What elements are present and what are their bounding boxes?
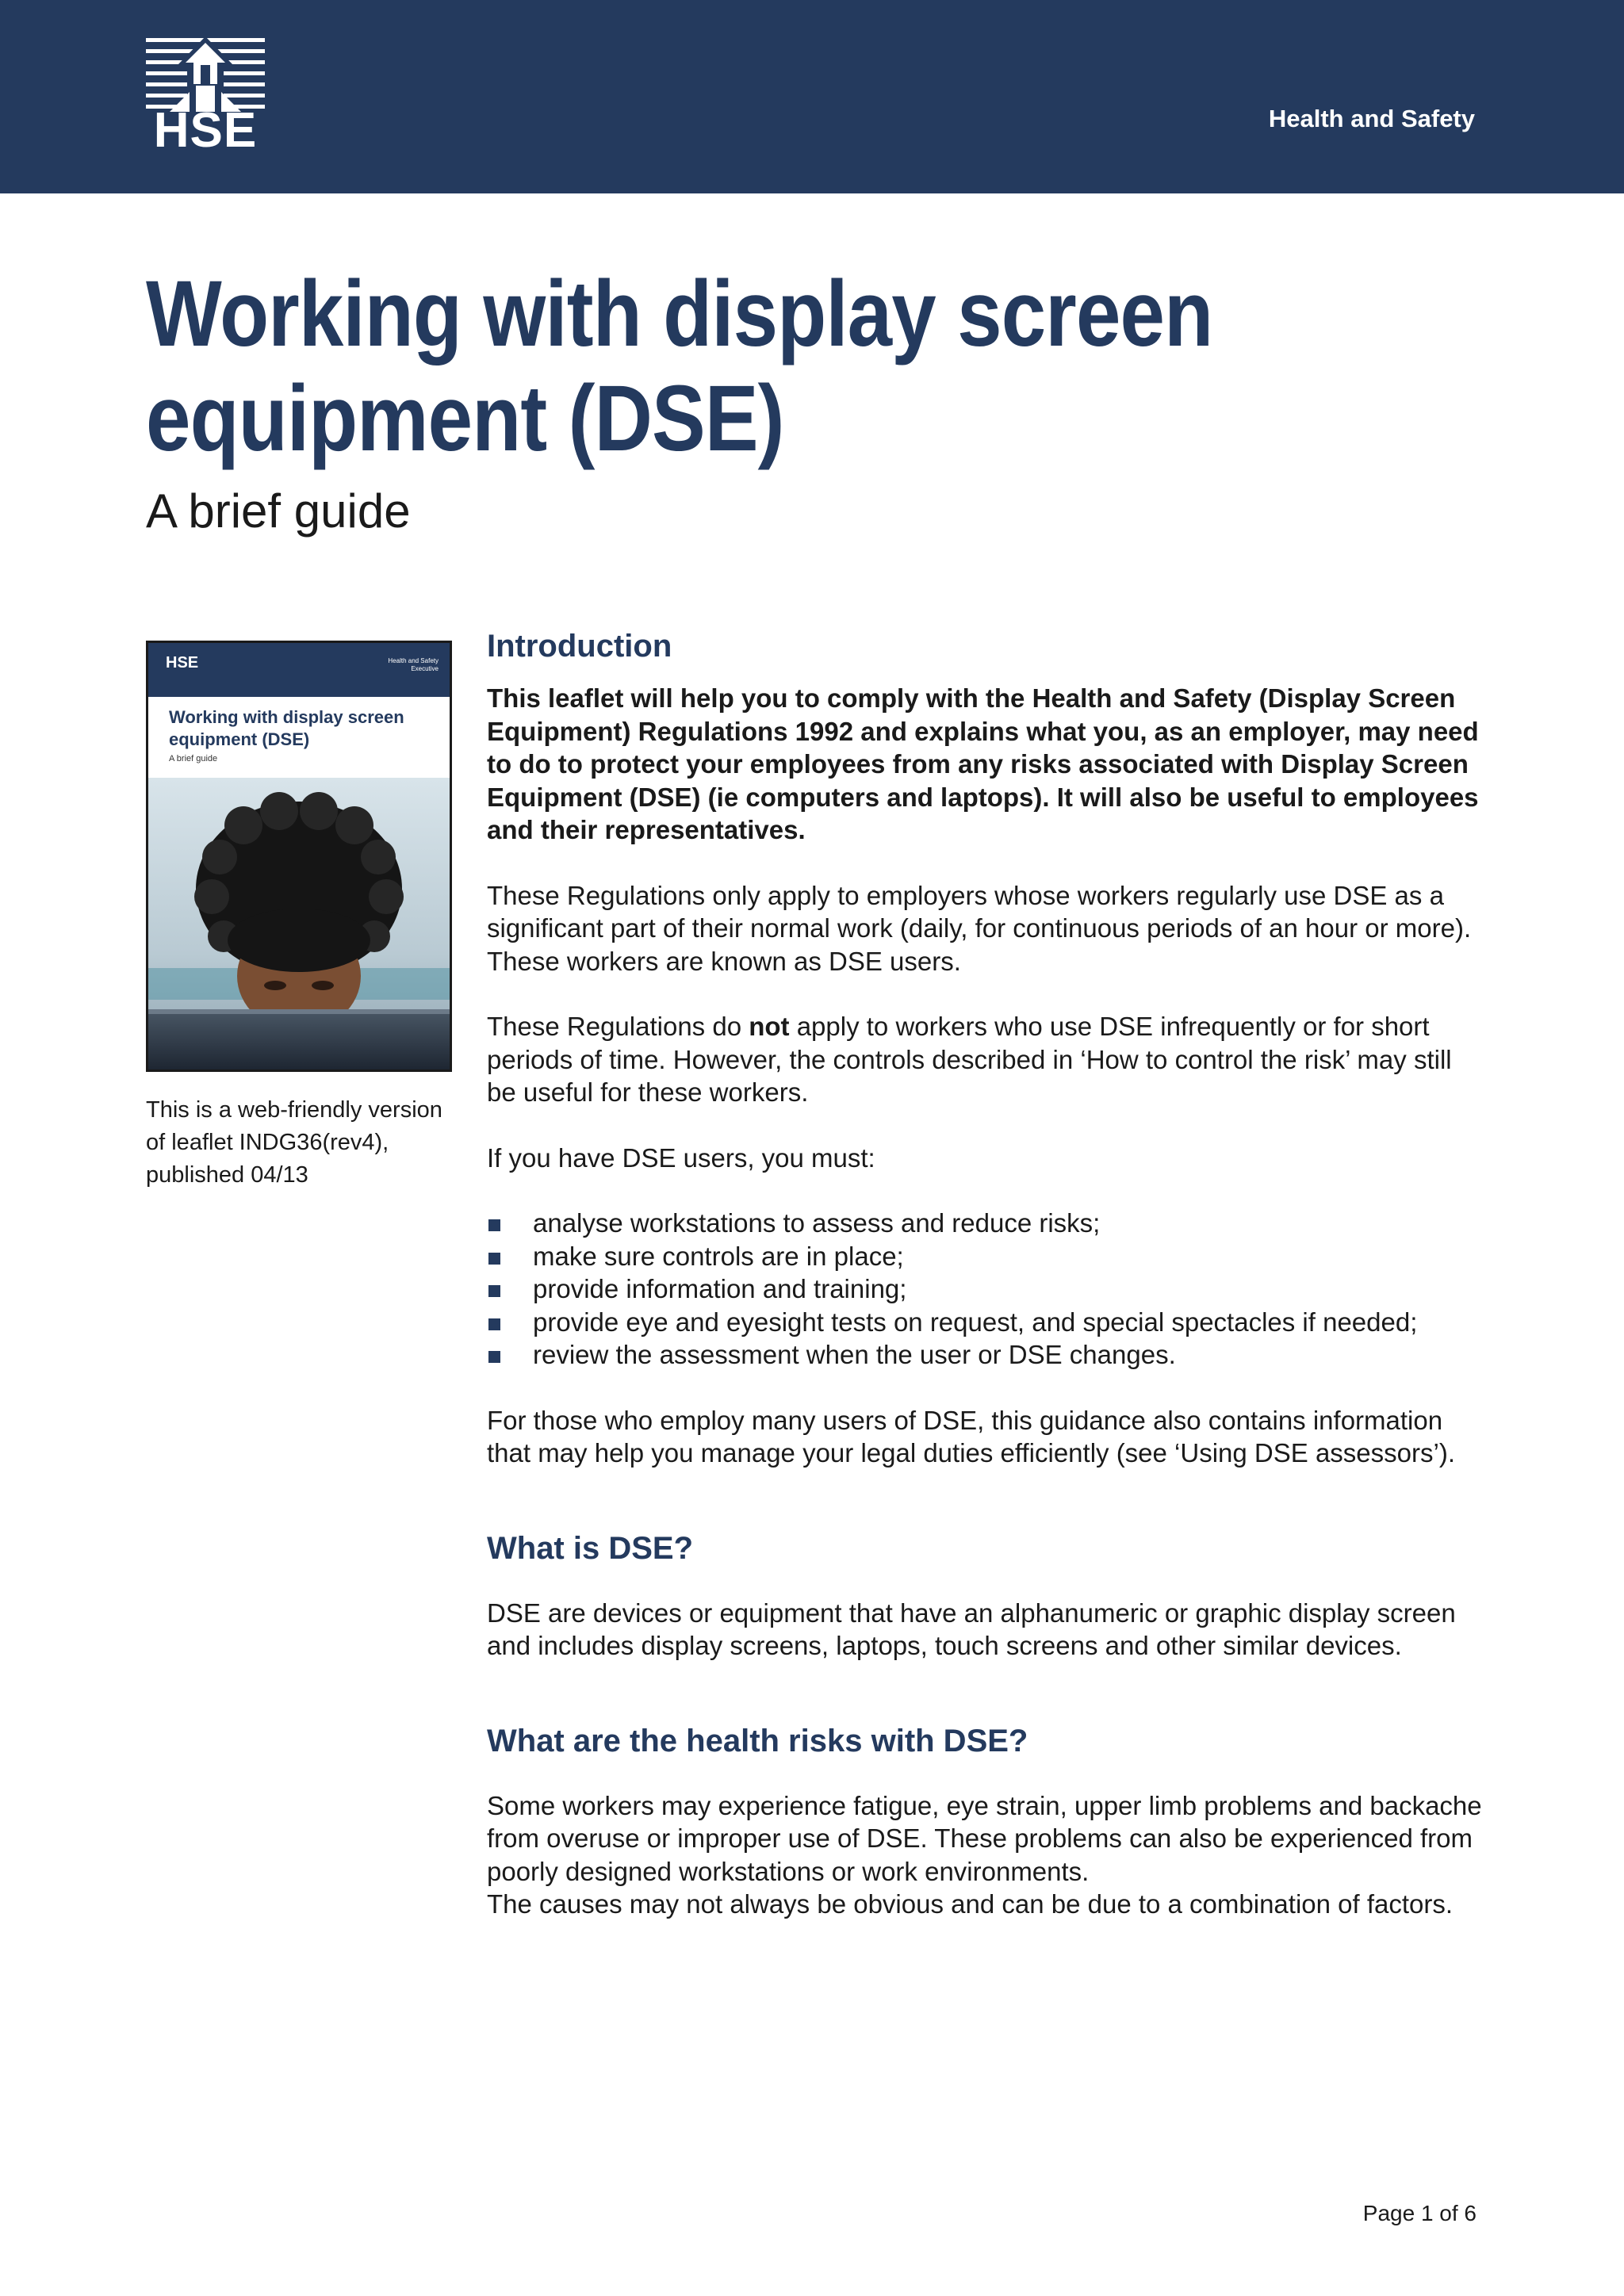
heading-health-risks: What are the health risks with DSE? xyxy=(487,1723,1028,1758)
risks-paragraph-1: Some workers may experience fatigue, eye strain, upper limb problems and backache from overuse or improper use of DSE. These problems can also be experienced from poorly designed workstations or work environments. xyxy=(487,1790,1482,1886)
list-item xyxy=(487,1306,1486,1339)
list-item-text: provide eye and eyesight tests on request, and special spectacles if needed; xyxy=(533,1307,1418,1337)
caption-line-1: This is a web-friendly version xyxy=(146,1097,442,1123)
hse-logo xyxy=(146,36,265,158)
heading-introduction: Introduction xyxy=(487,629,672,664)
caption-line-3: published 04/13 xyxy=(146,1162,308,1188)
risks-paragraph-2: The causes may not always be obvious and can be due to a combination of factors. xyxy=(487,1889,1454,1919)
list-item xyxy=(487,1272,1486,1306)
title-line-2: equipment (DSE) xyxy=(146,366,784,471)
page-subtitle: A brief guide xyxy=(146,484,411,538)
list-item-text: analyse workstations to assess and reduce risks; xyxy=(533,1208,1101,1238)
intro-p2-before: These Regulations do xyxy=(487,1012,749,1041)
square-bullet-icon xyxy=(488,1351,500,1363)
caption-line-2: of leaflet INDG36(rev4), xyxy=(146,1130,389,1155)
square-bullet-icon xyxy=(488,1285,500,1297)
list-item-text: make sure controls are in place; xyxy=(533,1241,904,1271)
intro-lead-paragraph: This leaflet will help you to comply with the Health and Safety (Display Screen Equipment) Regulations 1992 and explains what you, as an employer, may need to do to protect your employees from any risks associated with Display Screen Equipment (DSE) (ie computers and laptops). It will also be useful to employees and their representatives. xyxy=(487,683,1479,844)
header-band xyxy=(0,0,1624,193)
what-is-paragraph: DSE are devices or equipment that have an alphanumeric or graphic display screen and includes display screens, laptops, touch screens and other similar devices. xyxy=(487,1598,1456,1660)
cover-caption xyxy=(146,1094,463,1192)
leaflet-cover-image xyxy=(146,641,452,1072)
title-line-1: Working with display screen xyxy=(146,262,1213,366)
intro-paragraph-1: These Regulations only apply to employers whose workers regularly use DSE as a significant part of their normal work (daily, for continuous periods of an hour or more). These workers are known as DSE users. xyxy=(487,880,1472,976)
list-item-text: review the assessment when the user or DSE changes. xyxy=(533,1340,1176,1369)
hse-logo-text: HSE xyxy=(153,103,258,158)
square-bullet-icon xyxy=(488,1219,500,1231)
page-title xyxy=(146,262,1305,471)
heading-what-is-dse: What is DSE? xyxy=(487,1530,694,1566)
intro-p2-after: apply to workers who use DSE infrequently or for short periods of time. However, the controls described in ‘How to control the risk’ may still be useful for these workers. xyxy=(487,1012,1452,1107)
list-item xyxy=(487,1207,1486,1240)
intro-paragraph-4: For those who employ many users of DSE, this guidance also contains information that may help you manage your legal duties efficiently (see ‘Using DSE assessors’). xyxy=(487,1405,1455,1468)
intro-p2-bold: not xyxy=(749,1012,790,1041)
cover-photo-woman-at-screen xyxy=(148,778,450,1072)
main-content xyxy=(487,626,1486,1921)
header-label: Health and Safety xyxy=(1268,105,1475,132)
square-bullet-icon xyxy=(488,1318,500,1330)
hse-emblem-icon xyxy=(146,36,265,112)
intro-paragraph-2 xyxy=(487,1010,1486,1109)
intro-paragraph-3: If you have DSE users, you must: xyxy=(487,1142,875,1173)
list-item xyxy=(487,1240,1486,1273)
cover-exec-label: Health and Safety Executive xyxy=(388,657,439,672)
page-number: Page 1 of 6 xyxy=(1362,2201,1477,2225)
square-bullet-icon xyxy=(488,1253,500,1265)
cover-hse-logo: HSE xyxy=(166,654,199,672)
duties-list xyxy=(487,1207,1486,1372)
list-item xyxy=(487,1338,1486,1372)
list-item-text: provide information and training; xyxy=(533,1274,907,1303)
cover-subtitle: A brief guide xyxy=(169,754,218,763)
cover-title: Working with display screen equipment (DSE) xyxy=(169,707,404,749)
